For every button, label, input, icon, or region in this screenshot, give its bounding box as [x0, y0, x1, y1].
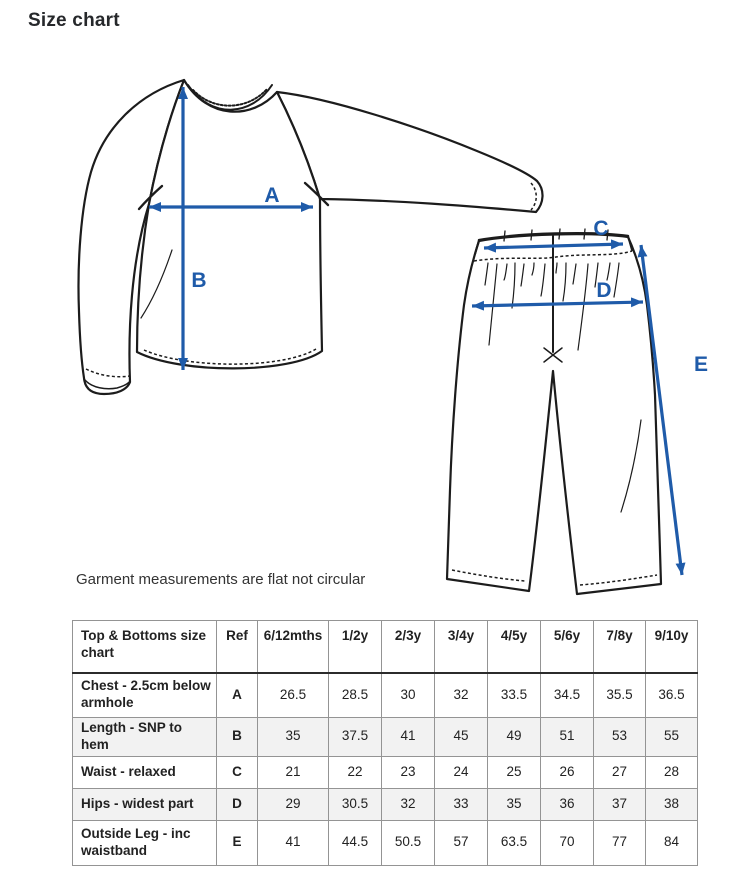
page-title: Size chart: [28, 10, 120, 31]
column-header-4-5y: 4/5y: [488, 621, 541, 673]
table-cell: 35: [488, 788, 541, 820]
table-cell: 50.5: [382, 820, 435, 865]
table-cell: 21: [258, 756, 329, 788]
table-cell: 63.5: [488, 820, 541, 865]
column-header-9-10y: 9/10y: [646, 621, 698, 673]
table-cell: 36: [541, 788, 594, 820]
table-cell: 51: [541, 718, 594, 757]
table-row-waist: [73, 756, 698, 788]
table-cell: 77: [594, 820, 646, 865]
row-ref: D: [217, 788, 258, 820]
table-cell: 44.5: [329, 820, 382, 865]
table-cell: 33: [435, 788, 488, 820]
table-cell: 35: [258, 718, 329, 757]
table-cell: 29: [258, 788, 329, 820]
table-cell: 55: [646, 718, 698, 757]
table-cell: 41: [258, 820, 329, 865]
table-cell: 70: [541, 820, 594, 865]
table-row-chest: [73, 673, 698, 718]
row-ref: E: [217, 820, 258, 865]
table-header-row: [73, 621, 698, 673]
row-ref: B: [217, 718, 258, 757]
table-cell: 23: [382, 756, 435, 788]
table-cell: 32: [435, 673, 488, 718]
column-header-title: Top & Bottoms size chart: [73, 621, 217, 673]
measurement-caption: Garment measurements are flat not circular: [76, 571, 366, 588]
table-cell: 27: [594, 756, 646, 788]
label-waist: C: [593, 217, 609, 240]
table-cell: 84: [646, 820, 698, 865]
table-cell: 26: [541, 756, 594, 788]
table-cell: 57: [435, 820, 488, 865]
table-cell: 24: [435, 756, 488, 788]
table-cell: 35.5: [594, 673, 646, 718]
column-header-3-4y: 3/4y: [435, 621, 488, 673]
table-row-outside-leg: [73, 820, 698, 865]
table-cell: 53: [594, 718, 646, 757]
column-header-5-6y: 5/6y: [541, 621, 594, 673]
table-cell: 22: [329, 756, 382, 788]
table-row-hips: [73, 788, 698, 820]
pants-drawing: [447, 229, 661, 594]
table-cell: 28: [646, 756, 698, 788]
label-chest: A: [264, 184, 280, 207]
column-header-6-12mths: 6/12mths: [258, 621, 329, 673]
table-cell: 37.5: [329, 718, 382, 757]
table-cell: 25: [488, 756, 541, 788]
table-cell: 34.5: [541, 673, 594, 718]
column-header-2-3y: 2/3y: [382, 621, 435, 673]
table-cell: 32: [382, 788, 435, 820]
table-cell: 45: [435, 718, 488, 757]
table-cell: 37: [594, 788, 646, 820]
row-label: Hips - widest part: [73, 788, 217, 820]
column-header-ref: Ref: [217, 621, 258, 673]
table-cell: 30.5: [329, 788, 382, 820]
table-cell: 49: [488, 718, 541, 757]
size-table: [72, 620, 698, 866]
column-header-7-8y: 7/8y: [594, 621, 646, 673]
label-length: B: [191, 269, 207, 292]
row-label: Outside Leg - inc waistband: [73, 820, 217, 865]
table-cell: 28.5: [329, 673, 382, 718]
table-cell: 36.5: [646, 673, 698, 718]
row-ref: A: [217, 673, 258, 718]
row-ref: C: [217, 756, 258, 788]
table-cell: 26.5: [258, 673, 329, 718]
column-header-1-2y: 1/2y: [329, 621, 382, 673]
table-cell: 38: [646, 788, 698, 820]
row-label: Length - SNP to hem: [73, 718, 217, 757]
table-cell: 30: [382, 673, 435, 718]
table-row-length: [73, 718, 698, 757]
row-label: Chest - 2.5cm below armhole: [73, 673, 217, 718]
row-label: Waist - relaxed: [73, 756, 217, 788]
label-hips: D: [596, 279, 612, 302]
label-outside-leg: E: [693, 353, 709, 376]
table-cell: 41: [382, 718, 435, 757]
table-cell: 33.5: [488, 673, 541, 718]
